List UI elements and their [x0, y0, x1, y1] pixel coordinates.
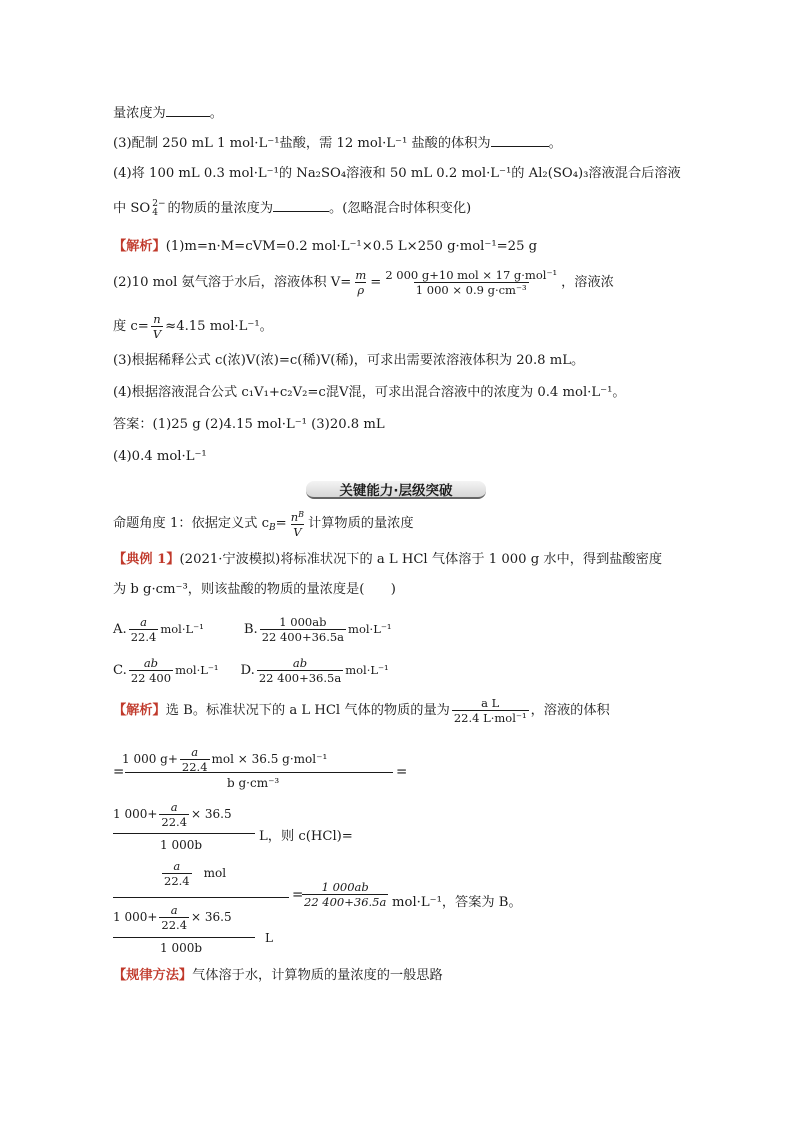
superscript: B: [298, 510, 305, 519]
answer-blank: [166, 104, 210, 117]
angle-line: [113, 507, 414, 545]
analysis-tag: 【解析】: [113, 239, 166, 254]
numerator: a: [140, 615, 147, 629]
fraction-n-v: [151, 312, 163, 341]
example-tag: 【典例 1】: [113, 552, 180, 567]
text: 中 SO: [113, 201, 151, 216]
numerator: ab: [292, 656, 308, 670]
fraction-a-224: [159, 903, 189, 932]
text: =: [275, 516, 287, 531]
solution-line-1: [113, 694, 610, 728]
denominator: 22.4: [161, 815, 188, 829]
denominator: 22.4: [130, 630, 157, 644]
numerator: [289, 508, 306, 524]
analysis-line-5: [113, 384, 626, 402]
denominator: V: [152, 327, 162, 341]
numerator: a: [173, 859, 181, 873]
denominator: 22 400+36.5a: [258, 671, 342, 685]
numerator: a L: [481, 696, 500, 710]
text: 选 B。标准状况下的 a L HCl 气体的物质的量为: [165, 703, 450, 718]
option-c-label: C.: [113, 663, 127, 678]
example-line-2: [113, 581, 396, 599]
option-a-fraction: [129, 615, 159, 644]
numerator: a: [170, 800, 178, 814]
n: n: [290, 510, 299, 524]
denominator: 22.4: [164, 874, 190, 888]
text: mol: [203, 866, 227, 880]
f3-numerator: [160, 859, 226, 888]
text: 。: [209, 106, 223, 121]
fraction-bar: [113, 833, 255, 834]
option-b-unit: mol·L⁻¹: [348, 622, 392, 636]
answer-blank: [273, 199, 329, 212]
analysis-line-1: [113, 238, 537, 256]
option-d-unit: mol·L⁻¹: [345, 663, 389, 677]
section-header: [306, 477, 486, 499]
answer-line-2: [113, 448, 207, 466]
option-row-ab: [113, 612, 392, 647]
text: (2021·宁波模拟)将标准状况下的 a L HCl 气体溶于 1 000 g 水中，得到盐酸密度: [179, 552, 663, 567]
section-title: 关键能力·层级突破: [339, 483, 453, 499]
fraction-moles: [452, 696, 529, 725]
denominator: ρ: [357, 283, 365, 297]
f3-inner-denominator: 1 000b: [160, 941, 203, 955]
text: mol·L⁻¹，答案为 B。: [392, 895, 522, 910]
option-a-label: A.: [113, 622, 127, 637]
denominator: 1 000 × 0.9 g·cm⁻³: [415, 283, 527, 297]
text: 1 000 g+: [122, 752, 178, 766]
ion-subscript: 4: [152, 207, 158, 218]
denominator: 22.4: [161, 918, 188, 932]
option-c-fraction: [129, 656, 173, 685]
example-line-1: [113, 551, 662, 569]
equals-sign: =: [113, 764, 125, 780]
question-line-3: [113, 134, 562, 153]
ion-charge: 2−: [152, 198, 166, 209]
analysis-line-2: [113, 266, 614, 300]
fraction-bar: [113, 937, 255, 938]
text: =: [370, 275, 382, 290]
fraction-m-rho: [353, 268, 368, 297]
text: (3)配制 250 mL 1 mol·L⁻¹盐酸，需 12 mol·L⁻¹ 盐酸的体积为: [113, 136, 491, 151]
rule-line: [113, 967, 443, 985]
equals-sign: =: [292, 887, 304, 903]
f1-numerator: [122, 745, 327, 774]
text: (1)m=n·M=cVM=0.2 mol·L⁻¹×0.5 L×250 g·mol⁻¹=25 g: [165, 239, 538, 254]
f1-denominator: b g·cm⁻³: [227, 776, 280, 790]
text: 命题角度 1：依据定义式 c: [113, 516, 270, 531]
option-d-fraction: [257, 656, 343, 685]
denominator: 22 400+36.5a: [304, 895, 387, 909]
text: ，溶液浓: [561, 275, 614, 290]
numerator: n: [153, 312, 161, 326]
text: (2)10 mol 氨气溶于水后，溶液体积 V=: [113, 275, 352, 290]
numerator: 2 000 g+10 mol × 17 g·mol⁻¹: [385, 268, 558, 282]
fraction-bar: [113, 897, 289, 898]
fraction-a-224: [180, 745, 210, 774]
analysis-line-3: [113, 310, 273, 344]
fraction-bar: [125, 772, 393, 773]
fraction-a-224: [159, 800, 189, 829]
text: 。: [548, 136, 562, 151]
option-d-label: D.: [240, 663, 255, 678]
text: 量浓度为: [113, 106, 166, 121]
f3-denominator: [113, 903, 232, 932]
text: mol × 36.5 g·mol⁻¹: [211, 752, 328, 766]
solution-tag: 【解析】: [113, 703, 166, 718]
denominator: 22 400: [130, 671, 172, 685]
text: (3)根据稀释公式 c(浓)V(浓)=c(稀)V(稀)，可求出需要浓溶液体积为 20.8 mL。: [113, 353, 585, 368]
denominator: 22.4: [181, 760, 208, 774]
result-fraction: [300, 880, 390, 909]
f2-numerator: [113, 800, 232, 829]
answer-blank: [491, 134, 549, 147]
option-c-unit: mol·L⁻¹: [175, 663, 219, 677]
text: 度 c=: [113, 319, 149, 334]
text: (4)根据溶液混合公式 c₁V₁+c₂V₂=c混V混，可求出混合溶液中的浓度为 0.4 mol·L⁻¹。: [113, 385, 626, 400]
text: 为 b g·cm⁻³，则该盐酸的物质的量浓度是( ): [113, 582, 396, 597]
option-row-cd: [113, 653, 389, 688]
text: (4)将 100 mL 0.3 mol·L⁻¹的 Na₂SO₄溶液和 50 mL 0.2 mol·L⁻¹的 Al₂(SO₄)₃溶液混合后溶液: [113, 166, 681, 181]
question-line-4b: [113, 199, 471, 218]
text: ≈4.15 mol·L⁻¹。: [165, 319, 273, 334]
text: L，则 c(HCl)=: [259, 829, 353, 844]
answer-line-1: [113, 416, 385, 434]
rule-tag: 【规律方法】: [113, 968, 193, 983]
text: ，溶液的体积: [530, 703, 610, 718]
text: 。(忽略混合时体积变化): [329, 201, 472, 216]
fraction-result: [302, 880, 388, 909]
text: 计算物质的量浓度: [308, 516, 414, 531]
numerator: ab: [143, 656, 159, 670]
numerator: 1 000ab: [321, 880, 369, 894]
analysis-line-4: [113, 352, 584, 370]
denominator: 22 400+36.5a: [261, 630, 345, 644]
question-line-1: [113, 104, 223, 123]
text: (4)0.4 mol·L⁻¹: [113, 449, 207, 464]
denominator: V: [293, 525, 302, 539]
numerator: 1 000ab: [279, 615, 327, 629]
text: × 36.5: [191, 807, 232, 821]
text: 1 000+: [113, 910, 158, 924]
subscript: B: [269, 523, 276, 533]
unit: L: [265, 931, 273, 945]
option-a-unit: mol·L⁻¹: [160, 622, 204, 636]
fraction-a-224: [162, 859, 192, 888]
denominator: 22.4 L·mol⁻¹: [453, 711, 527, 725]
fraction-volume: [383, 268, 559, 297]
f2-denominator: 1 000b: [160, 838, 203, 852]
text: 答案：(1)25 g (2)4.15 mol·L⁻¹ (3)20.8 mL: [113, 417, 385, 432]
text: 1 000+: [113, 807, 158, 821]
text: 的物质的量浓度为: [167, 201, 274, 216]
equals-sign: =: [396, 764, 408, 780]
option-b-fraction: [260, 615, 346, 644]
question-line-4: [113, 165, 681, 183]
fraction-nb-v: [289, 508, 306, 539]
text: 气体溶于水，计算物质的量浓度的一般思路: [192, 968, 443, 983]
numerator: a: [170, 903, 178, 917]
numerator: m: [355, 268, 367, 282]
text: × 36.5: [191, 910, 232, 924]
option-b-label: B.: [243, 622, 258, 637]
numerator: a: [191, 745, 199, 759]
